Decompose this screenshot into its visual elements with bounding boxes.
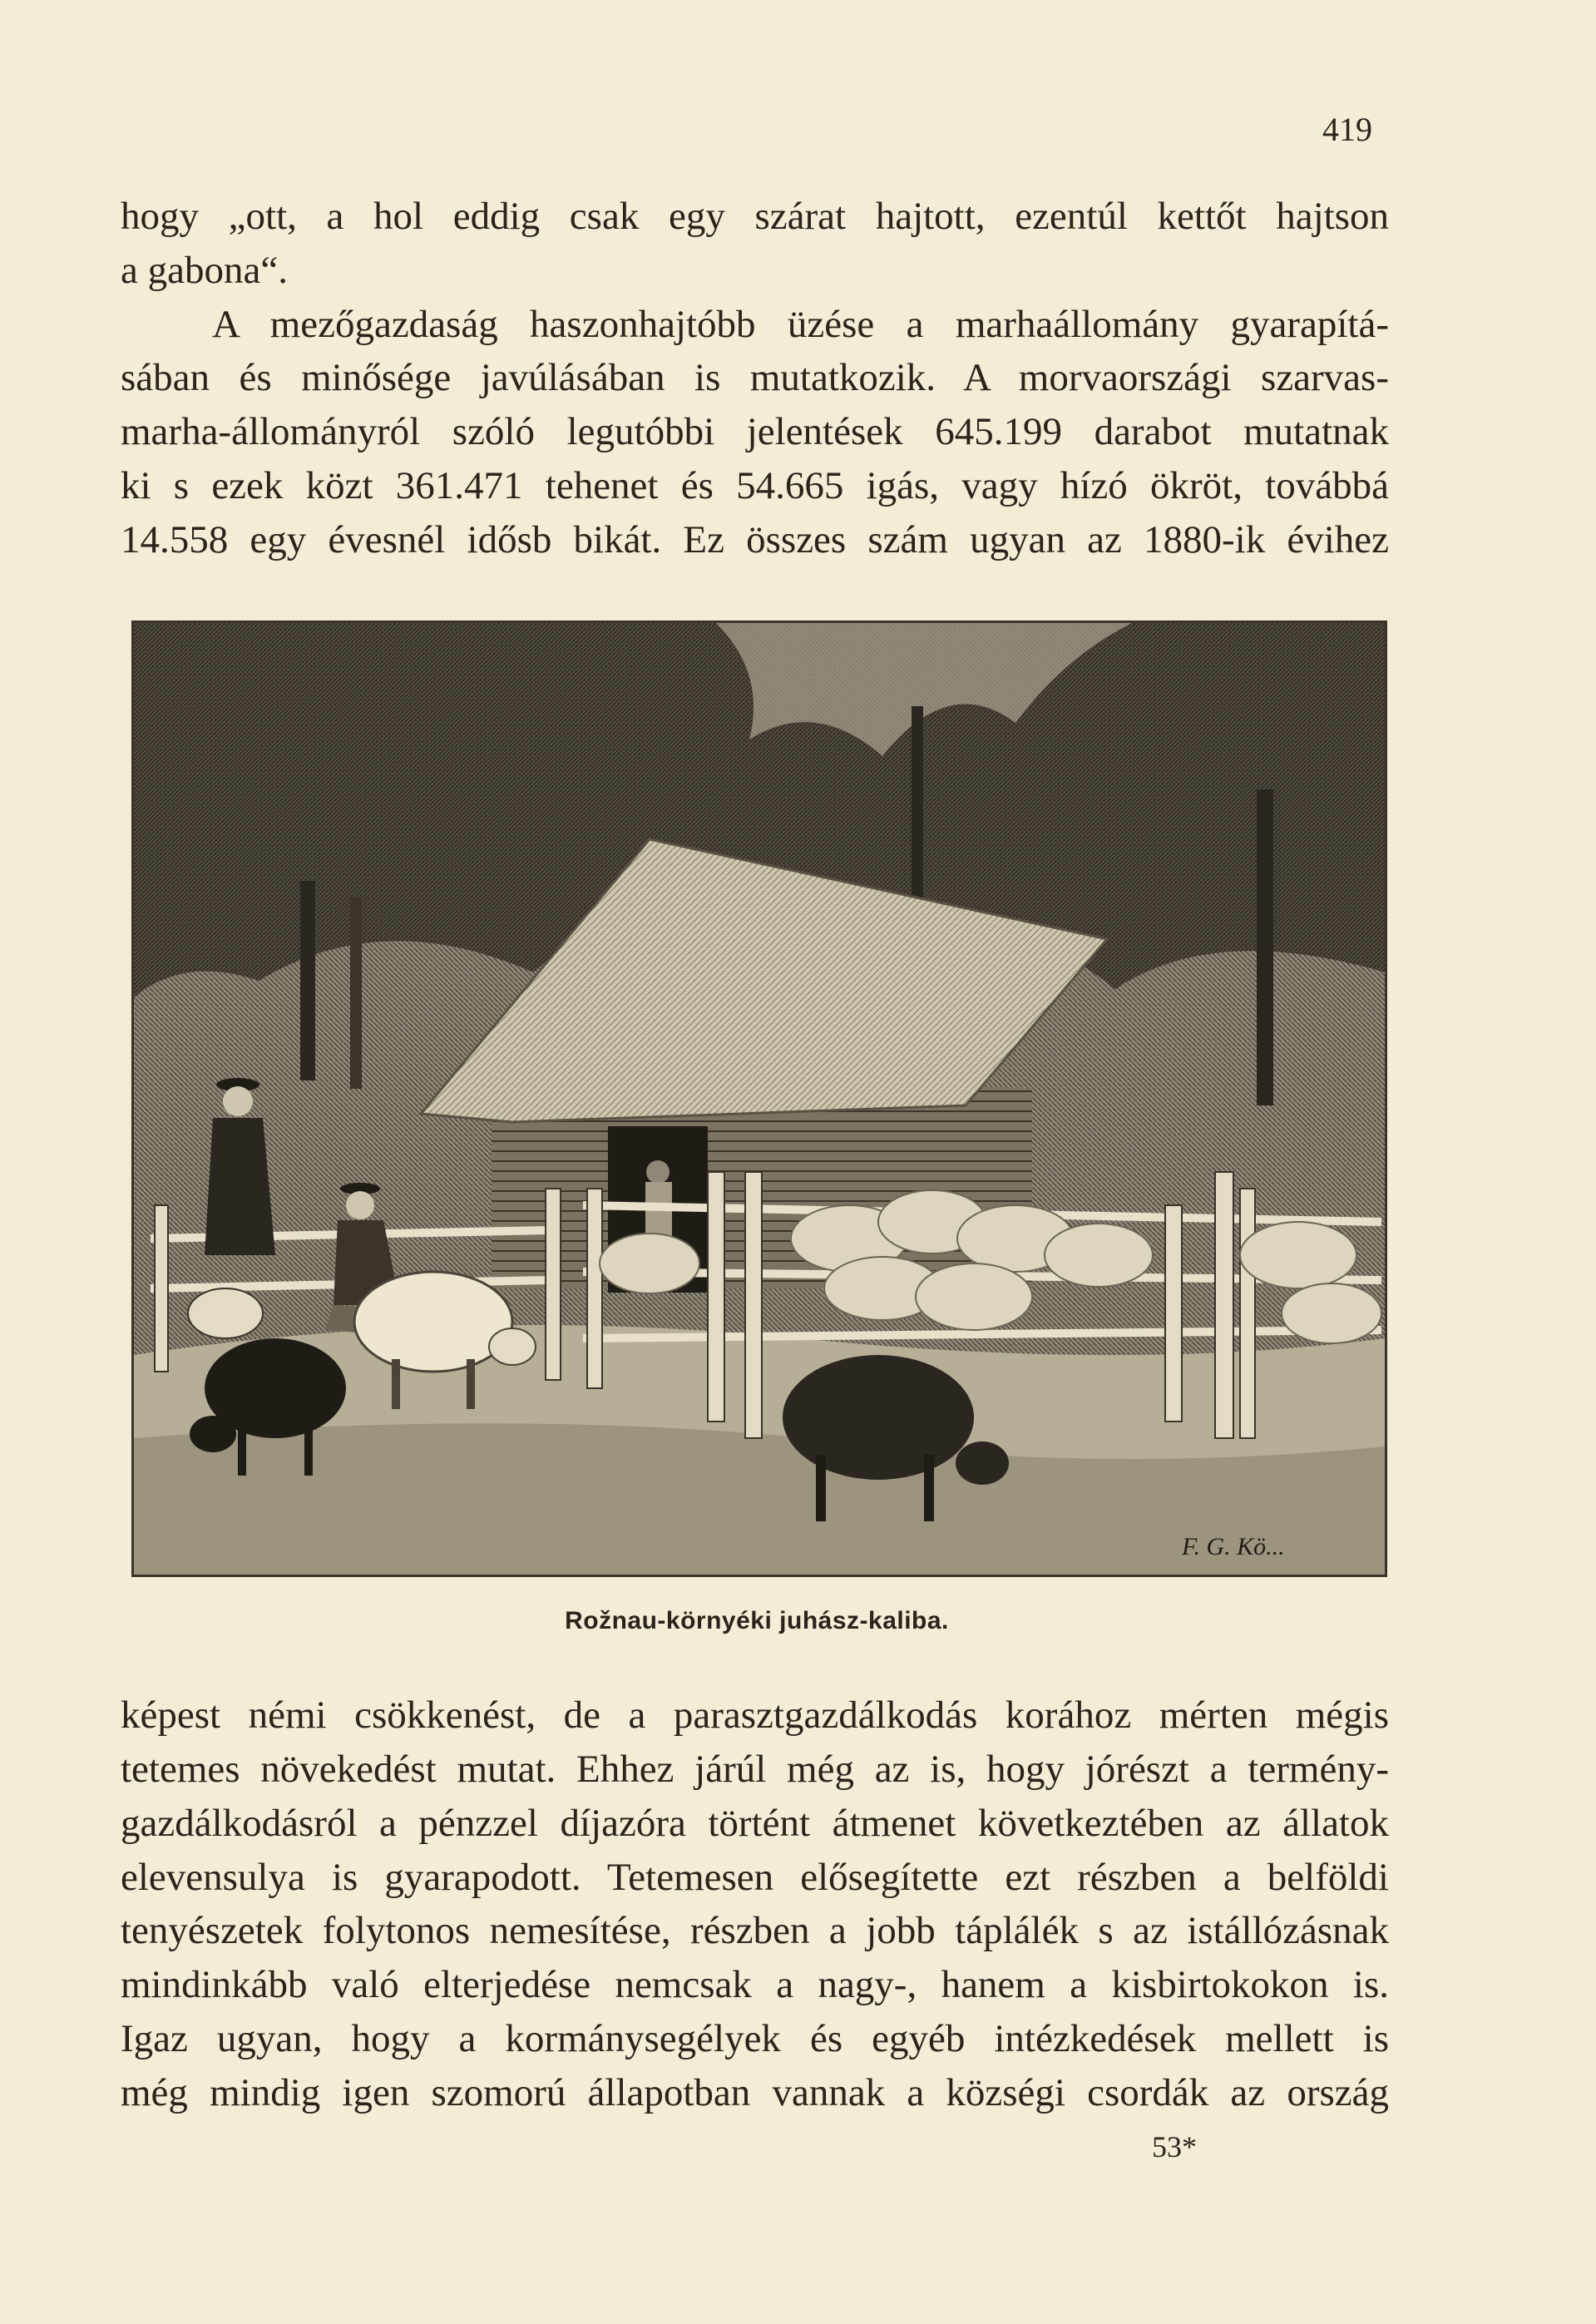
engraving — [134, 623, 1385, 1575]
text-line: 14.558 egy évesnél idősb bikát. Ez összes szám ugyan az 1880-ik évihez — [121, 518, 1389, 561]
text-line: tenyészetek folytonos nemesítése, részben a jobb táplálék s az istállózásnak — [121, 1909, 1389, 1952]
illustration-shepherd-hut — [131, 621, 1387, 1577]
text-line: gazdálkodásról a pénzzel díjazóra történt átmenet következtében az állatok — [121, 1802, 1389, 1845]
tree-trunk — [1257, 789, 1273, 1105]
artist-signature: F. G. Kö... — [1182, 1533, 1285, 1560]
text-line: ki s ezek közt 361.471 tehenet és 54.665 igás, vagy hízó ökröt, továbbá — [121, 464, 1389, 507]
tree-trunk — [300, 881, 315, 1080]
text-line: képest némi csökkenést, de a parasztgazdálkodás korához mérten mégis — [121, 1694, 1389, 1737]
text-line: hogy „ott, a hol eddig csak egy szárat hajtott, ezentúl kettőt hajtson — [121, 195, 1389, 238]
figure-caption: Rožnau-környéki juhász-kaliba. — [565, 1607, 949, 1634]
text-line: a gabona“. — [121, 249, 288, 292]
tree-trunk — [350, 897, 362, 1089]
text-line: még mindig igen szomorú állapotban vannak a községi csordák az ország — [121, 2071, 1389, 2114]
figure-in-door — [646, 1160, 670, 1184]
page-number: 419 — [1322, 111, 1372, 148]
signature-mark: 53* — [1152, 2130, 1197, 2163]
dog — [188, 1288, 263, 1338]
text-line: marha-állományról szóló legutóbbi jelentések 645.199 darabot mutatnak — [121, 410, 1389, 453]
text-line: elevensulya is gyarapodott. Tetemesen elősegítette ezt részben a belföldi — [121, 1856, 1389, 1899]
text-line: sában és minősége javúlásában is mutatkozik. A morvaországi szarvas- — [121, 356, 1389, 399]
text-line: Igaz ugyan, hogy a kormánysegélyek és egyéb intézkedések mellett is — [121, 2017, 1389, 2060]
text-line: mindinkább való elterjedése nemcsak a nagy-, hanem a kisbirtokokon is. — [121, 1963, 1389, 2006]
text-line: A mezőgazdaság haszonhajtóbb üzése a marhaállomány gyarapítá- — [212, 303, 1389, 346]
text-line: tetemes növekedést mutat. Ehhez járúl még az is, hogy jórészt a termény- — [121, 1748, 1389, 1791]
